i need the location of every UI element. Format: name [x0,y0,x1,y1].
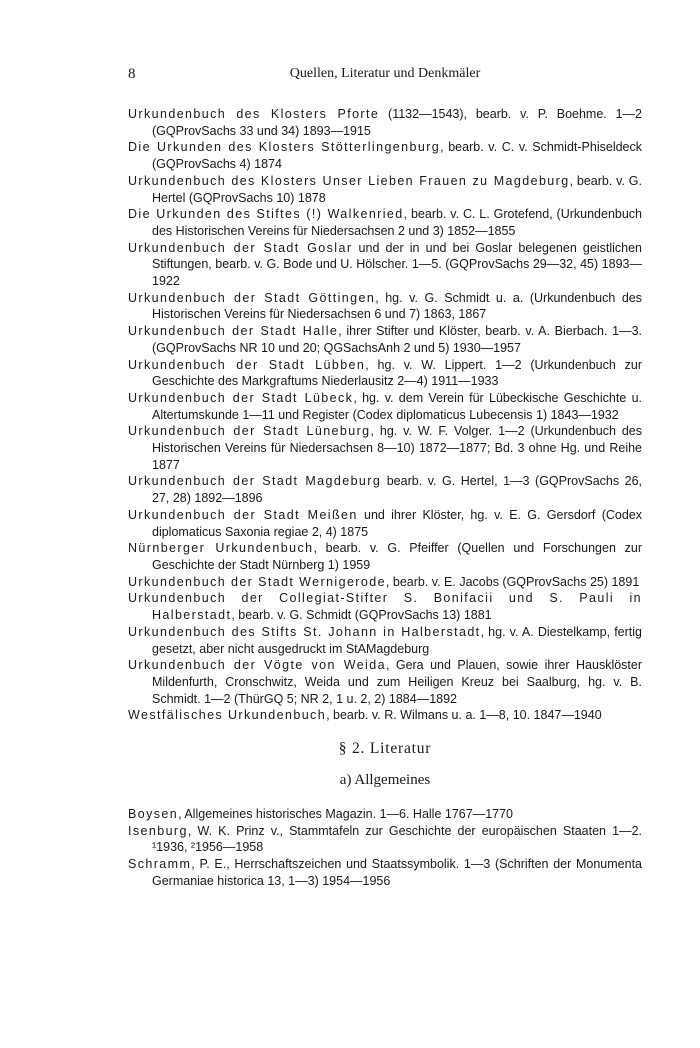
entry-title: Urkundenbuch der Stadt Halle [128,324,339,339]
entry-details: , W. K. Prinz v., Stammtafeln zur Geschichte der europäischen Staaten 1—2. ¹1936, ²1956—1958 [152,823,642,855]
entry-details: , hg. v. W. F. Volger. 1—2 (Urkundenbuch des Historischen Vereins für Niedersachsen 8—10) 1872—1877; Bd. 3 ohne Hg. und Reihe 1877 [152,424,642,472]
bibliography-entry [128,139,642,172]
entry-title: Urkundenbuch der Stadt Meißen [128,507,358,522]
entry-details: , bearb. v. G. Schmidt (GQProvSachs 13) 1881 [231,608,492,623]
bibliography-entry [128,206,642,239]
bibliography [128,106,642,890]
bibliography-entry [128,540,642,573]
subsection-heading: a) Allgemeines [339,772,431,789]
bibliography-entry [128,390,642,423]
entry-author: Boysen [128,807,179,822]
bibliography-entry [128,823,642,856]
entry-details: , bearb. v. G. Pfeiffer (Quellen und Forschungen zur Geschichte der Stadt Nürnberg 1) 1959 [152,541,642,572]
bibliography-entry [128,473,642,506]
entry-title: Urkundenbuch der Stadt Lüneburg [128,424,371,439]
entry-title: Urkundenbuch der Stadt Goslar [128,240,353,255]
bibliography-entry [128,707,642,724]
entry-title: Urkundenbuch der Stadt Göttingen [128,290,376,305]
running-head [128,66,642,86]
bibliography-entry [128,806,642,823]
bibliography-entry [128,507,642,540]
page-number: 8 [128,66,136,82]
bibliography-entry [128,106,642,139]
entry-title: Die Urkunden des Klosters Stötterlingenburg [128,140,441,155]
entry-details: , hg. v. dem Verein für Lübeckische Geschichte u. Altertumskunde 1—11 und Register (Codex diplomaticus Lubecensis 1) 1843—1932 [152,390,642,422]
entry-details: und der in und bei Goslar belegenen geistlichen Stiftungen, bearb. v. G. Bode und U. Hölscher. 1—5. (GQProvSachs 29—32, 45) 1893—1922 [152,240,642,289]
bibliography-entry [128,574,642,591]
literature-list [128,806,642,890]
entry-details: , P. E., Herrschaftszeichen und Staatssymbolik. 1—3 (Schriften der Monumenta Germaniae historica 13, 1—3) 1954—1956 [152,857,642,888]
entry-details: , Gera und Plauen, sowie ihrer Hausklöster Mildenfurth, Cronschwitz, Weida und zum Heiligen Kreuz bei Saalburg, hg. v. B. Schmidt. 1—2 (ThürGQ 5; NR 2, 1 u. 2, 2) 1884—1892 [152,658,643,706]
bibliography-entry [128,856,642,889]
entry-details: , bearb. v. G. Hertel (GQProvSachs 10) 1878 [152,173,642,205]
entry-details: , ihrer Stifter und Klöster, bearb. v. A. Bierbach. 1—3. (GQProvSachs NR 10 und 20; QGSachsAnh 2 und 5) 1930—1957 [152,324,643,355]
entry-details: , Allgemeines historisches Magazin. 1—6. Halle 1767—1770 [178,807,513,822]
entry-details: , bearb. v. R. Wilmans u. a. 1—8, 10. 1847—1940 [326,708,602,723]
entry-title: Nürnberger Urkundenbuch [128,541,314,556]
entry-details: , bearb. v. C. v. Schmidt-Phiseldeck (GQProvSachs 4) 1874 [152,140,642,172]
entry-details: , hg. v. G. Schmidt u. a. (Urkundenbuch des Historischen Vereins für Niedersachsen 6 und 7) 1863, 1867 [152,290,643,322]
entry-title: Urkundenbuch des Stifts St. Johann in Halberstadt [128,624,481,639]
bibliography-entry [128,590,642,623]
source-list [128,106,642,724]
bibliography-entry [128,657,642,707]
entry-title: Westfälisches Urkundenbuch [128,708,327,723]
bibliography-entry [128,357,642,390]
entry-details: , bearb. v. E. Jacobs (GQProvSachs 25) 1891 [385,574,640,589]
entry-title: Die Urkunden des Stiftes (!) Walkenried [128,207,404,222]
section-heading: § 2. Literatur [338,740,432,758]
bibliography-entry [128,173,642,206]
entry-author: Isenburg [128,823,188,838]
entry-title: Urkundenbuch der Stadt Wernigerode [128,574,386,589]
entry-title: Urkundenbuch des Klosters Unser Lieben Frauen zu Magdeburg [128,173,570,188]
entry-title: Urkundenbuch der Stadt Magdeburg [128,474,382,489]
bibliography-entry [128,423,642,473]
entry-title: Urkundenbuch der Collegiat-Stifter S. Bonifacii und S. Pauli in Halberstadt [128,591,642,623]
entry-title: Urkundenbuch des Klosters Pforte [128,107,380,121]
entry-details: , bearb. v. C. L. Grotefend, (Urkundenbuch des Historischen Vereins für Niedersachsen 2 und 3) 1852—1855 [152,207,642,238]
entry-details: , hg. v. A. Diestelkamp, fertig gesetzt, aber nicht ausgedruckt im StAMagdeburg [152,624,643,656]
bibliography-entry [128,240,642,290]
entry-title: Urkundenbuch der Stadt Lübben [128,357,366,372]
bibliography-entry [128,624,642,657]
entry-title: Urkundenbuch der Vögte von Weida [128,658,386,673]
bibliography-entry [128,323,642,356]
entry-details: , hg. v. W. Lippert. 1—2 (Urkundenbuch zur Geschichte des Markgraftums Niederlausitz 2—4) 1911—1933 [152,357,642,389]
bibliography-entry [128,290,642,323]
running-title: Quellen, Literatur und Denkmäler [289,66,481,81]
entry-title: Urkundenbuch der Stadt Lübeck [128,390,354,405]
entry-details: bearb. v. G. Hertel, 1—3 (GQProvSachs 26, 27, 28) 1892—1896 [152,474,643,506]
entry-details: und ihrer Klöster, hg. v. E. G. Gersdorf (Codex diplomaticus Saxonia regiae 2, 4) 1875 [152,507,642,539]
entry-details: (1132—1543), bearb. v. P. Boehme. 1—2 (GQProvSachs 33 und 34) 1893—1915 [152,107,642,138]
entry-author: Schramm [128,857,192,872]
